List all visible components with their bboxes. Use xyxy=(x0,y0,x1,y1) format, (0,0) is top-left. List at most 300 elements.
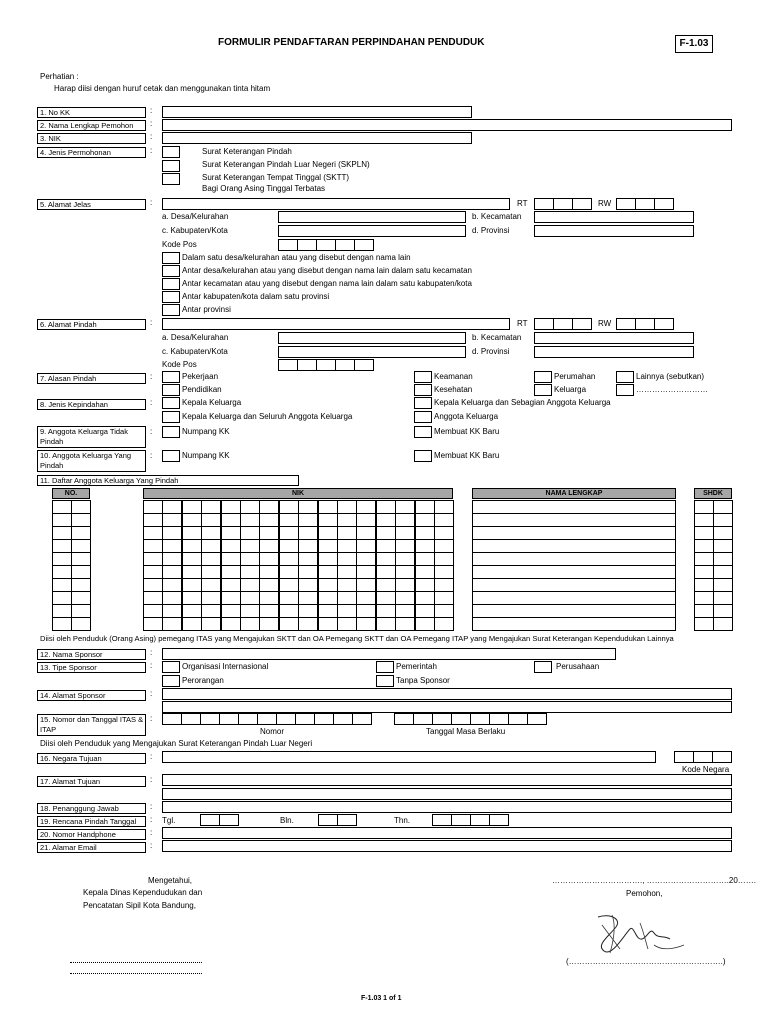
table-cell-no[interactable] xyxy=(71,552,91,566)
table-cell-nik[interactable] xyxy=(318,526,338,540)
table-cell-nik[interactable] xyxy=(356,604,376,618)
table-cell-nik[interactable] xyxy=(415,565,435,579)
table-cell-nik[interactable] xyxy=(337,617,357,631)
input-kecamatan-pindah[interactable] xyxy=(534,332,694,344)
table-cell-nik[interactable] xyxy=(376,500,396,514)
table-cell-nik[interactable] xyxy=(279,578,299,592)
table-cell-nik[interactable] xyxy=(318,565,338,579)
table-cell-nik[interactable] xyxy=(395,552,415,566)
table-cell-nama[interactable] xyxy=(472,513,676,527)
table-cell-nik[interactable] xyxy=(201,565,221,579)
table-cell-no[interactable] xyxy=(52,565,72,579)
digit-box[interactable] xyxy=(432,713,452,725)
digit-box[interactable] xyxy=(314,713,334,725)
digit-box[interactable] xyxy=(527,713,547,725)
table-cell-nik[interactable] xyxy=(356,513,376,527)
table-cell-shdk[interactable] xyxy=(694,552,714,566)
input-desa[interactable] xyxy=(278,211,466,223)
table-cell-nik[interactable] xyxy=(182,604,202,618)
label-yang-pindah: 10. Anggota Keluarga Yang Pindah xyxy=(37,450,146,472)
checkbox-kep-b[interactable] xyxy=(162,411,180,423)
table-cell-nik[interactable] xyxy=(221,604,241,618)
signature-scribble xyxy=(590,905,690,960)
label-itas-tanggal: Tanggal Masa Berlaku xyxy=(426,727,506,736)
table-cell-nik[interactable] xyxy=(298,591,318,605)
table-cell-nik[interactable] xyxy=(376,617,396,631)
input-alamat-pindah[interactable] xyxy=(162,318,510,330)
table-cell-nik[interactable] xyxy=(318,552,338,566)
table-cell-nik[interactable] xyxy=(434,591,454,605)
table-cell-nik[interactable] xyxy=(221,565,241,579)
table-cell-nik[interactable] xyxy=(279,604,299,618)
table-cell-nik[interactable] xyxy=(221,526,241,540)
table-cell-shdk[interactable] xyxy=(694,565,714,579)
table-cell-no[interactable] xyxy=(52,539,72,553)
table-cell-nik[interactable] xyxy=(162,500,182,514)
table-cell-nama[interactable] xyxy=(472,617,676,631)
sig-name-line: (………………………………………………….) xyxy=(566,957,726,966)
input-kecamatan[interactable] xyxy=(534,211,694,223)
checkbox-klas-2[interactable] xyxy=(162,265,180,277)
table-cell-shdk[interactable] xyxy=(713,526,733,540)
option-klas-5: Antar provinsi xyxy=(182,305,231,314)
table-cell-nik[interactable] xyxy=(434,539,454,553)
table-cell-nik[interactable] xyxy=(143,526,163,540)
table-cell-nik[interactable] xyxy=(259,552,279,566)
table-cell-nik[interactable] xyxy=(143,539,163,553)
table-cell-nik[interactable] xyxy=(395,604,415,618)
table-cell-nama[interactable] xyxy=(472,539,676,553)
table-cell-nama[interactable] xyxy=(472,578,676,592)
table-cell-nik[interactable] xyxy=(259,500,279,514)
table-cell-nik[interactable] xyxy=(298,513,318,527)
checkbox-skp[interactable] xyxy=(162,146,180,158)
checkbox-tidak-kkbaru[interactable] xyxy=(414,426,432,438)
table-cell-shdk[interactable] xyxy=(713,500,733,514)
checkbox-keluarga[interactable] xyxy=(534,384,552,396)
table-cell-nik[interactable] xyxy=(221,617,241,631)
table-cell-nik[interactable] xyxy=(240,513,260,527)
table-cell-shdk[interactable] xyxy=(694,500,714,514)
table-cell-nik[interactable] xyxy=(143,617,163,631)
table-cell-nik[interactable] xyxy=(240,526,260,540)
checkbox-perorangan[interactable] xyxy=(162,675,180,687)
checkbox-tidak-numpang[interactable] xyxy=(162,426,180,438)
label-thn: Thn. xyxy=(394,816,411,825)
checkbox-pekerjaan[interactable] xyxy=(162,371,180,383)
input-alamat-sponsor-2[interactable] xyxy=(162,701,732,713)
table-cell-nama[interactable] xyxy=(472,565,676,579)
digit-box[interactable] xyxy=(413,713,433,725)
checkbox-lainnya[interactable] xyxy=(616,371,634,383)
digit-box[interactable] xyxy=(295,713,315,725)
table-cell-nama[interactable] xyxy=(472,604,676,618)
table-cell-nik[interactable] xyxy=(162,604,182,618)
table-cell-no[interactable] xyxy=(71,500,91,514)
label-nomor-handphone: 20. Nomor Handphone xyxy=(37,829,146,840)
table-cell-nik[interactable] xyxy=(376,578,396,592)
table-cell-nik[interactable] xyxy=(298,578,318,592)
table-cell-nik[interactable] xyxy=(415,526,435,540)
table-cell-nik[interactable] xyxy=(162,513,182,527)
label-kecamatan-pindah: b. Kecamatan xyxy=(472,333,522,342)
table-cell-nik[interactable] xyxy=(279,539,299,553)
table-cell-nik[interactable] xyxy=(182,565,202,579)
table-cell-nik[interactable] xyxy=(221,500,241,514)
input-alamat-jelas[interactable] xyxy=(162,198,510,210)
table-cell-nik[interactable] xyxy=(415,604,435,618)
table-cell-nik[interactable] xyxy=(259,565,279,579)
table-cell-nik[interactable] xyxy=(318,604,338,618)
table-cell-nik[interactable] xyxy=(221,578,241,592)
table-cell-nik[interactable] xyxy=(240,552,260,566)
table-cell-nik[interactable] xyxy=(182,513,202,527)
checkbox-klas-5[interactable] xyxy=(162,304,180,316)
option-kep-d: Anggota Keluarga xyxy=(434,412,499,421)
input-negara-tujuan[interactable] xyxy=(162,751,656,763)
table-cell-nik[interactable] xyxy=(356,526,376,540)
table-cell-shdk[interactable] xyxy=(713,565,733,579)
digit-box[interactable] xyxy=(181,713,201,725)
digit-box[interactable] xyxy=(470,713,490,725)
table-cell-nik[interactable] xyxy=(162,539,182,553)
table-cell-nik[interactable] xyxy=(201,513,221,527)
table-cell-nik[interactable] xyxy=(259,617,279,631)
table-cell-nik[interactable] xyxy=(162,617,182,631)
table-cell-nik[interactable] xyxy=(434,526,454,540)
table-cell-nik[interactable] xyxy=(201,604,221,618)
table-cell-nik[interactable] xyxy=(434,500,454,514)
digit-box[interactable] xyxy=(162,713,182,725)
table-cell-shdk[interactable] xyxy=(694,513,714,527)
table-cell-nik[interactable] xyxy=(298,604,318,618)
table-cell-nik[interactable] xyxy=(337,539,357,553)
table-cell-nik[interactable] xyxy=(221,513,241,527)
table-cell-nik[interactable] xyxy=(259,513,279,527)
table-cell-no[interactable] xyxy=(52,513,72,527)
table-cell-nik[interactable] xyxy=(337,565,357,579)
input-nik[interactable] xyxy=(162,132,472,144)
table-cell-nik[interactable] xyxy=(337,591,357,605)
table-cell-nik[interactable] xyxy=(395,578,415,592)
table-cell-nik[interactable] xyxy=(221,539,241,553)
table-cell-nik[interactable] xyxy=(240,539,260,553)
checkbox-organisasi[interactable] xyxy=(162,661,180,673)
table-cell-no[interactable] xyxy=(71,539,91,553)
table-cell-no[interactable] xyxy=(52,617,72,631)
digit-box[interactable] xyxy=(508,713,528,725)
table-cell-no[interactable] xyxy=(52,591,72,605)
option-yang-kkbaru: Membuat KK Baru xyxy=(434,451,500,460)
checkbox-pemerintah[interactable] xyxy=(376,661,394,673)
table-cell-shdk[interactable] xyxy=(694,526,714,540)
table-cell-nik[interactable] xyxy=(318,617,338,631)
table-cell-nama[interactable] xyxy=(472,500,676,514)
table-cell-no[interactable] xyxy=(52,526,72,540)
checkbox-sktt[interactable] xyxy=(162,173,180,185)
table-cell-nik[interactable] xyxy=(201,500,221,514)
label-alasan-pindah: 7. Alasan Pindah xyxy=(37,373,146,384)
table-cell-nik[interactable] xyxy=(143,552,163,566)
table-cell-shdk[interactable] xyxy=(694,578,714,592)
table-cell-nik[interactable] xyxy=(201,617,221,631)
option-keluarga: Keluarga xyxy=(554,385,587,394)
table-cell-nik[interactable] xyxy=(259,526,279,540)
table-cell-nik[interactable] xyxy=(376,539,396,553)
table-cell-nama[interactable] xyxy=(472,552,676,566)
table-cell-nik[interactable] xyxy=(201,591,221,605)
table-cell-nik[interactable] xyxy=(143,500,163,514)
table-cell-nik[interactable] xyxy=(143,513,163,527)
table-cell-nik[interactable] xyxy=(240,578,260,592)
table-cell-nik[interactable] xyxy=(298,526,318,540)
table-cell-nik[interactable] xyxy=(415,617,435,631)
table-cell-nik[interactable] xyxy=(279,591,299,605)
table-cell-nik[interactable] xyxy=(162,591,182,605)
table-cell-nik[interactable] xyxy=(279,565,299,579)
checkbox-kep-c[interactable] xyxy=(414,397,432,409)
table-cell-nik[interactable] xyxy=(376,604,396,618)
option-kep-a: Kepala Keluarga xyxy=(182,398,242,407)
table-cell-nik[interactable] xyxy=(279,513,299,527)
digit-box[interactable] xyxy=(238,713,258,725)
table-cell-nik[interactable] xyxy=(182,500,202,514)
table-cell-nik[interactable] xyxy=(337,604,357,618)
table-cell-nik[interactable] xyxy=(337,500,357,514)
table-cell-nik[interactable] xyxy=(356,578,376,592)
input-provinsi[interactable] xyxy=(534,225,694,237)
table-cell-shdk[interactable] xyxy=(694,617,714,631)
table-cell-nama[interactable] xyxy=(472,591,676,605)
table-cell-nik[interactable] xyxy=(162,578,182,592)
table-cell-nik[interactable] xyxy=(356,539,376,553)
table-cell-nik[interactable] xyxy=(143,578,163,592)
table-cell-nik[interactable] xyxy=(376,591,396,605)
label-kabupaten-pindah: c. Kabupaten/Kota xyxy=(162,347,228,356)
table-cell-nik[interactable] xyxy=(356,565,376,579)
table-cell-nik[interactable] xyxy=(415,552,435,566)
digit-box[interactable] xyxy=(394,713,414,725)
digit-box[interactable] xyxy=(451,713,471,725)
checkbox-skpln[interactable] xyxy=(162,160,180,172)
input-alamat-sponsor-1[interactable] xyxy=(162,688,732,700)
table-cell-nik[interactable] xyxy=(298,565,318,579)
table-cell-no[interactable] xyxy=(71,591,91,605)
table-cell-no[interactable] xyxy=(52,578,72,592)
table-cell-nik[interactable] xyxy=(279,500,299,514)
digit-box[interactable] xyxy=(276,713,296,725)
table-cell-shdk[interactable] xyxy=(694,604,714,618)
checkbox-tanpa-sponsor[interactable] xyxy=(376,675,394,687)
checkbox-kep-d[interactable] xyxy=(414,411,432,423)
digit-box[interactable] xyxy=(200,713,220,725)
input-nama-pemohon[interactable] xyxy=(162,119,732,131)
table-cell-nik[interactable] xyxy=(279,617,299,631)
input-lainnya-dots[interactable]: ……………………… xyxy=(636,385,708,394)
digit-box[interactable] xyxy=(333,713,353,725)
table-cell-shdk[interactable] xyxy=(694,591,714,605)
checkbox-kesehatan[interactable] xyxy=(414,384,432,396)
table-cell-nik[interactable] xyxy=(318,591,338,605)
table-cell-nik[interactable] xyxy=(182,591,202,605)
table-cell-nik[interactable] xyxy=(376,513,396,527)
table-cell-nik[interactable] xyxy=(162,526,182,540)
table-cell-nik[interactable] xyxy=(259,578,279,592)
input-nomor-handphone[interactable] xyxy=(162,827,732,839)
checkbox-yang-numpang[interactable] xyxy=(162,450,180,462)
table-cell-nik[interactable] xyxy=(415,500,435,514)
table-cell-nik[interactable] xyxy=(201,552,221,566)
table-cell-nik[interactable] xyxy=(415,578,435,592)
table-cell-no[interactable] xyxy=(52,500,72,514)
checkbox-klas-1[interactable] xyxy=(162,252,180,264)
table-cell-nik[interactable] xyxy=(376,565,396,579)
table-cell-nik[interactable] xyxy=(259,539,279,553)
checkbox-klas-3[interactable] xyxy=(162,278,180,290)
table-cell-nik[interactable] xyxy=(298,552,318,566)
table-cell-nik[interactable] xyxy=(434,513,454,527)
table-cell-nik[interactable] xyxy=(182,617,202,631)
option-klas-4: Antar kabupaten/kota dalam satu provinsi xyxy=(182,292,330,301)
table-cell-nik[interactable] xyxy=(434,565,454,579)
table-cell-nik[interactable] xyxy=(415,539,435,553)
table-cell-no[interactable] xyxy=(71,604,91,618)
checkbox-klas-4[interactable] xyxy=(162,291,180,303)
input-no-kk[interactable] xyxy=(162,106,472,118)
table-cell-nik[interactable] xyxy=(240,617,260,631)
table-cell-no[interactable] xyxy=(52,604,72,618)
label-desa-pindah: a. Desa/Kelurahan xyxy=(162,333,229,342)
table-cell-nik[interactable] xyxy=(356,591,376,605)
digit-box[interactable] xyxy=(352,713,372,725)
checkbox-perusahaan[interactable] xyxy=(534,661,552,673)
option-kep-b: Kepala Keluarga dan Seluruh Anggota Keluarga xyxy=(182,412,353,421)
table-cell-nik[interactable] xyxy=(201,526,221,540)
digit-box[interactable] xyxy=(489,713,509,725)
table-cell-nik[interactable] xyxy=(201,539,221,553)
table-cell-nik[interactable] xyxy=(376,552,396,566)
table-cell-shdk[interactable] xyxy=(713,539,733,553)
table-cell-nik[interactable] xyxy=(240,565,260,579)
input-desa-pindah[interactable] xyxy=(278,332,466,344)
table-cell-nik[interactable] xyxy=(395,513,415,527)
table-cell-nik[interactable] xyxy=(143,591,163,605)
table-cell-nik[interactable] xyxy=(182,552,202,566)
table-cell-nik[interactable] xyxy=(182,539,202,553)
table-cell-nik[interactable] xyxy=(182,526,202,540)
table-cell-nik[interactable] xyxy=(376,526,396,540)
table-cell-nik[interactable] xyxy=(162,565,182,579)
table-cell-nik[interactable] xyxy=(337,526,357,540)
table-cell-nik[interactable] xyxy=(259,604,279,618)
table-cell-no[interactable] xyxy=(52,552,72,566)
table-cell-shdk[interactable] xyxy=(713,591,733,605)
table-cell-no[interactable] xyxy=(71,578,91,592)
input-kabupaten[interactable] xyxy=(278,225,466,237)
table-cell-nik[interactable] xyxy=(337,552,357,566)
table-cell-nik[interactable] xyxy=(415,513,435,527)
option-kep-c: Kepala Keluarga dan Sebagian Anggota Keluarga xyxy=(434,398,611,407)
table-cell-nik[interactable] xyxy=(395,539,415,553)
table-cell-nik[interactable] xyxy=(240,591,260,605)
digit-box[interactable] xyxy=(219,713,239,725)
table-cell-nik[interactable] xyxy=(240,500,260,514)
input-alamat-tujuan-1[interactable] xyxy=(162,774,732,786)
notice-title: Perhatian : xyxy=(40,72,79,81)
input-provinsi-pindah[interactable] xyxy=(534,346,694,358)
table-cell-nik[interactable] xyxy=(259,591,279,605)
table-cell-nik[interactable] xyxy=(434,617,454,631)
table-cell-nik[interactable] xyxy=(356,617,376,631)
table-cell-nik[interactable] xyxy=(395,500,415,514)
table-cell-nik[interactable] xyxy=(434,604,454,618)
table-cell-nik[interactable] xyxy=(395,617,415,631)
table-cell-nik[interactable] xyxy=(221,591,241,605)
table-cell-nik[interactable] xyxy=(298,617,318,631)
table-cell-no[interactable] xyxy=(71,617,91,631)
digit-box[interactable] xyxy=(257,713,277,725)
table-cell-nik[interactable] xyxy=(318,513,338,527)
table-cell-nik[interactable] xyxy=(298,539,318,553)
table-cell-nik[interactable] xyxy=(318,539,338,553)
table-cell-shdk[interactable] xyxy=(713,617,733,631)
table-cell-nik[interactable] xyxy=(240,604,260,618)
table-cell-nik[interactable] xyxy=(318,578,338,592)
table-cell-nik[interactable] xyxy=(201,578,221,592)
checkbox-perumahan[interactable] xyxy=(534,371,552,383)
table-cell-shdk[interactable] xyxy=(713,578,733,592)
input-email[interactable] xyxy=(162,840,732,852)
table-cell-nik[interactable] xyxy=(143,604,163,618)
table-cell-nik[interactable] xyxy=(356,500,376,514)
table-cell-nik[interactable] xyxy=(143,565,163,579)
table-cell-nik[interactable] xyxy=(337,578,357,592)
table-cell-nik[interactable] xyxy=(356,552,376,566)
table-cell-nik[interactable] xyxy=(337,513,357,527)
table-cell-no[interactable] xyxy=(71,526,91,540)
table-cell-shdk[interactable] xyxy=(713,513,733,527)
table-cell-nik[interactable] xyxy=(298,500,318,514)
table-cell-nama[interactable] xyxy=(472,526,676,540)
checkbox-keamanan[interactable] xyxy=(414,371,432,383)
checkbox-lainnya-2[interactable] xyxy=(616,384,634,396)
table-cell-no[interactable] xyxy=(71,513,91,527)
table-cell-nik[interactable] xyxy=(434,578,454,592)
table-cell-nik[interactable] xyxy=(279,552,299,566)
table-cell-nik[interactable] xyxy=(221,552,241,566)
input-alamat-tujuan-2[interactable] xyxy=(162,788,732,800)
checkbox-yang-kkbaru[interactable] xyxy=(414,450,432,462)
table-cell-nik[interactable] xyxy=(279,526,299,540)
table-cell-nik[interactable] xyxy=(162,552,182,566)
checkbox-kep-a[interactable] xyxy=(162,397,180,409)
table-cell-shdk[interactable] xyxy=(713,552,733,566)
table-cell-nik[interactable] xyxy=(182,578,202,592)
table-cell-nik[interactable] xyxy=(395,565,415,579)
input-kabupaten-pindah[interactable] xyxy=(278,346,466,358)
table-cell-nik[interactable] xyxy=(395,526,415,540)
table-cell-nik[interactable] xyxy=(415,591,435,605)
table-cell-shdk[interactable] xyxy=(713,604,733,618)
table-cell-nik[interactable] xyxy=(395,591,415,605)
input-penanggung-jawab[interactable] xyxy=(162,801,732,813)
checkbox-pendidikan[interactable] xyxy=(162,384,180,396)
input-nama-sponsor[interactable] xyxy=(162,648,616,660)
table-cell-no[interactable] xyxy=(71,565,91,579)
table-cell-shdk[interactable] xyxy=(694,539,714,553)
table-cell-nik[interactable] xyxy=(434,552,454,566)
table-cell-nik[interactable] xyxy=(318,500,338,514)
